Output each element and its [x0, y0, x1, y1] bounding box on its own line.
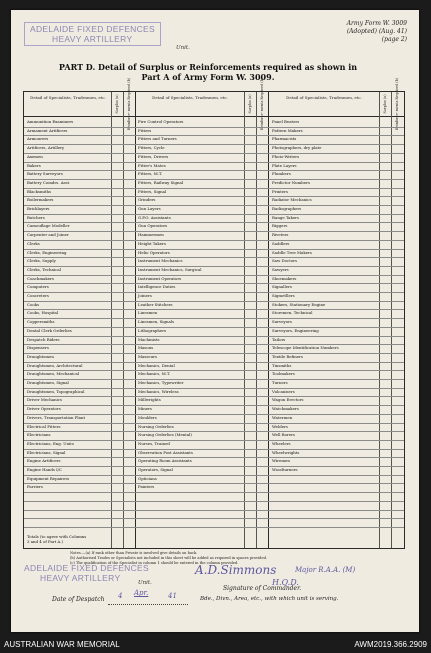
specialist-entry: Telescope Identification Numbers: [272, 345, 339, 351]
specialist-entry: Watchmakers: [272, 406, 299, 412]
bottom-unit-label: Unit.: [138, 580, 152, 586]
specialist-entry: Operators, Signal: [138, 467, 173, 472]
row-line: [24, 501, 404, 502]
specialist-entry: Draughtsmen, Mechanical: [27, 371, 80, 377]
despatch-dotted-line: [108, 604, 188, 605]
specialist-entry: Fire Control Operators: [138, 119, 184, 124]
specialist-entry: Fitters, Railway Signal: [138, 179, 184, 185]
row-line: [24, 405, 404, 406]
specialist-entry: Camouflage Modeller: [27, 223, 70, 229]
specialist-entry: Plumbers: [272, 171, 291, 177]
specialist-entry: Gun Operators: [138, 223, 168, 229]
row-line: [24, 162, 404, 163]
row-line: [24, 144, 404, 145]
specialist-entry: Photographers, dry plate: [272, 145, 322, 151]
specialist-entry: Draughtsmen: [27, 353, 54, 359]
stamp-line-2: HEAVY ARTILLERY: [40, 573, 121, 583]
form-reference: [347, 20, 407, 44]
row-line: [24, 257, 404, 258]
form-ref-line-1: Army Form W. 3009: [346, 20, 407, 27]
row-line: [24, 292, 404, 293]
col-divider: [268, 92, 269, 548]
specialist-entry: Nursing Orderlies: [138, 423, 174, 429]
unit-stamp-bottom: [24, 563, 149, 583]
specialist-entry: Tinsmiths: [272, 362, 292, 368]
row-line: [24, 249, 404, 250]
specialist-entry: Well Borers: [272, 432, 295, 438]
specialist-entry: Wiremen: [272, 458, 290, 464]
row-line: [24, 370, 404, 371]
specialist-entry: Shoemakers: [272, 275, 297, 281]
row-line: [24, 466, 404, 467]
header-surplus-3: Surplus (a): [383, 94, 387, 114]
specialist-entry: Joiners: [138, 293, 152, 298]
specialist-entry: Computers: [27, 284, 49, 290]
specialist-entry: Operating Room Assistants: [138, 458, 192, 464]
specialist-entry: Mechanics, Typewriter: [138, 380, 184, 385]
totals-label: [27, 534, 86, 544]
specialist-entry: Electricians, Eng. Units: [27, 440, 74, 446]
specialist-entry: Bakers: [27, 162, 41, 168]
specialist-entry: Linesmen: [138, 310, 158, 316]
row-line: [24, 440, 404, 441]
row-line: [24, 214, 404, 215]
specialist-entry: Ammunition Examiners: [27, 119, 74, 124]
stamp-line-2: HEAVY ARTILLERY: [52, 34, 133, 44]
specialist-entry: Signallers: [272, 284, 292, 290]
specialist-entry: Wheelwrights: [272, 449, 300, 455]
signature-label: Signature of Commander.: [223, 585, 302, 592]
specialist-entry: Grinders: [138, 197, 156, 203]
note-b: (b) Authorised Trades or Specialists not included in this sheet will be added as required in spaces provided.: [70, 556, 268, 560]
specialist-entry: Pattern Makers: [272, 127, 303, 133]
specialist-entry: Riggers: [272, 223, 288, 229]
row-line: [24, 379, 404, 380]
row-line: [24, 240, 404, 241]
row-line: [24, 518, 404, 519]
specialist-entry: Tailors: [272, 336, 286, 342]
specialist-entry: Fitters, M.T.: [138, 171, 163, 177]
specialist-entry: Clerks, Technical: [27, 266, 61, 272]
row-line: [24, 423, 404, 424]
specialist-entry: Height Takers: [138, 240, 166, 246]
totals-line-2: 3 and 4 of Part A.): [27, 539, 63, 544]
unit-stamp-top: [24, 22, 161, 46]
row-line: [24, 510, 404, 511]
row-line: [24, 318, 404, 319]
row-line: [24, 353, 404, 354]
specialist-entry: Wagon Erectors: [272, 397, 304, 403]
commander-signature: A.D.Simmons: [195, 563, 277, 577]
specialist-entry: Watermen: [272, 414, 293, 420]
specialist-entry: Opticians: [138, 475, 157, 481]
form-ref-line-2: (Adopted) (Aug. 41): [346, 28, 407, 35]
specialist-entry: Riveters: [272, 232, 289, 238]
specialist-entry: Clerks: [27, 240, 40, 246]
col-divider: [244, 92, 245, 548]
specialist-entry: Sigmetllers: [272, 293, 295, 298]
row-line: [24, 127, 404, 128]
specialist-entry: Wheelers: [272, 440, 291, 446]
specialist-entry: Radiator Mechanics: [272, 197, 312, 203]
specialist-entry: Helio Operators: [138, 249, 170, 255]
row-line: [24, 527, 404, 528]
note-c: (c) The qualification of the Specialist in column 1 should be entered in the column provided.: [70, 561, 239, 565]
specialist-entry: Boilermakers: [27, 197, 54, 203]
specialist-entry: Panel Beaters: [272, 119, 300, 124]
specialist-entry: Equipment Repairers: [27, 475, 70, 481]
specialist-entry: Coachmakers: [27, 275, 54, 281]
specialist-entry: Nursing Orderlies (Mental): [138, 432, 192, 438]
specialist-entry: Electrical Fitters: [27, 423, 61, 429]
specialist-entry: Clerks, Engineering: [27, 249, 67, 255]
despatch-day: 4: [118, 592, 123, 600]
header-surplus-2: Surplus (a): [248, 94, 252, 114]
row-line: [24, 396, 404, 397]
stamp-line-1: ADELAIDE FIXED DEFENCES: [30, 24, 155, 34]
specialist-entry: Cooks, Hospital: [27, 310, 59, 316]
specialist-entry: Range Takers: [272, 214, 300, 220]
row-line: [24, 266, 404, 267]
specialist-entry: Welders: [272, 423, 288, 429]
row-line: [24, 431, 404, 432]
specialist-entry: Armourers: [27, 136, 49, 142]
footer-accession-number: AWM2019.366.2909: [354, 640, 427, 649]
specialist-entry: Surveyors: [272, 319, 292, 325]
specialist-entry: Saddle Tree Makers: [272, 249, 312, 255]
specialist-entry: Engine Artificers: [27, 458, 61, 464]
specialist-entry: Millwrights: [138, 397, 161, 403]
bde-label: Bde., Divn., Area, etc., with which unit is serving.: [200, 596, 339, 602]
header-surplus-1: Surplus (a): [115, 94, 119, 114]
specialist-entry: Butchers: [27, 214, 45, 220]
row-line: [24, 222, 404, 223]
specialist-entry: Masons: [138, 345, 154, 351]
row-line: [24, 170, 404, 171]
specialist-entry: Turners: [272, 380, 288, 385]
specialist-entry: Observation Post Assistants: [138, 449, 193, 455]
specialist-entry: Miners: [138, 406, 152, 412]
despatch-label: Date of Despatch: [52, 596, 105, 603]
specialist-entry: Electricians: [27, 432, 51, 438]
specialist-entry: Fitters and Turners: [138, 136, 177, 142]
row-line: [24, 205, 404, 206]
specialist-entry: Instrument Mechanics, Surgical: [138, 266, 202, 272]
specialist-entry: Axemen: [27, 153, 43, 159]
row-line: [24, 275, 404, 276]
title-line-1: PART D. Detail of Surplus or Reinforcements required as shown in: [58, 62, 358, 72]
specialist-entry: Vulcanisers: [272, 388, 295, 394]
specialist-entry: Fitters, Signal: [138, 188, 167, 194]
header-detail-2: Detail of Specialists, Tradesmen, etc.: [152, 95, 228, 100]
specialist-entry: Woodturners: [272, 467, 298, 472]
specialist-entry: Predictor Numbers: [272, 179, 310, 185]
specialist-entry: Fitter's Mates: [138, 162, 166, 168]
row-line: [24, 196, 404, 197]
row-line: [24, 301, 404, 302]
specialist-entry: Surveyors, Engineering: [272, 327, 319, 333]
specialist-entry: Armament Artificers: [27, 127, 68, 133]
col-divider: [256, 92, 257, 548]
specialist-entry: Fitters, Drivers: [138, 153, 169, 159]
row-line: [24, 344, 404, 345]
specialist-entry: Instrument Operators: [138, 275, 182, 281]
specialist-entry: Artificers, Artillery: [27, 145, 65, 151]
commander-rank: Major R.A.A. (M): [295, 566, 356, 574]
row-line: [24, 135, 404, 136]
specialist-entry: Printers: [272, 188, 288, 194]
specialist-entry: Pharmacists: [272, 136, 297, 142]
specialist-entry: Battery Surveyors: [27, 171, 63, 177]
specialist-entry: Farriers: [27, 484, 43, 490]
despatch-year: 41: [168, 592, 177, 600]
specialist-entry: Electricians, Signal: [27, 449, 66, 455]
specialist-entry: Intelligence Duties: [138, 284, 176, 290]
despatch-month: Apr.: [134, 589, 149, 597]
row-line: [24, 309, 404, 310]
form-ref-line-3: (page 2): [381, 36, 407, 43]
specialist-entry: Fitters, Cycle: [138, 145, 165, 151]
header-reinf-3: Reinforce- ments Required (b): [395, 77, 399, 131]
unit-label: Unit.: [176, 45, 190, 51]
archive-footer: [0, 636, 431, 653]
specialist-entry: Machinists: [138, 336, 160, 342]
specialist-entry: Despatch Riders: [27, 336, 60, 342]
header-detail-1: Detail of Specialists, Tradesmen, etc.: [30, 95, 106, 100]
totals-line-1: Totals (to agree with Columns: [27, 534, 87, 539]
specialist-entry: Moulders: [138, 414, 157, 420]
specialist-entry: Mechanics, Wireless: [138, 388, 179, 394]
specialist-entry: Engine Hands I/C: [27, 467, 62, 472]
specialist-entry: Bricklayers: [27, 206, 50, 211]
specialist-entry: Saddlers: [272, 240, 290, 246]
specialist-entry: Concreters: [27, 293, 49, 298]
commander-initials: H.Q.D.: [272, 578, 299, 587]
specialist-entry: Photo-Writers: [272, 153, 300, 159]
footer-institution: AUSTRALIAN WAR MEMORIAL: [4, 640, 120, 649]
specialist-entry: Nurses, Trained: [138, 440, 170, 446]
col-divider: [135, 92, 136, 548]
specialist-entry: Saw Doctors: [272, 258, 297, 264]
col-divider: [111, 92, 112, 548]
specialist-entry: Carpenter and Joiner: [27, 232, 69, 238]
specialist-entry: Leather Stitchers: [138, 301, 173, 307]
specialist-entry: Draughtsmen, Architectural: [27, 362, 83, 368]
note-a: Notes.—(a) If rank other than Private is involved give details on back.: [70, 551, 198, 555]
specialist-entry: G.P.O. Assistants: [138, 214, 171, 220]
col-divider: [379, 92, 380, 548]
specialist-entry: Mechanics, M.T.: [138, 371, 171, 377]
row-line: [24, 483, 404, 484]
header-detail-3: Detail of Specialists, Tradesmen, etc.: [286, 95, 362, 100]
row-line: [24, 179, 404, 180]
specialist-entry: Masseurs: [138, 353, 157, 359]
specialist-entry: Linesmen, Signals: [138, 319, 175, 325]
specialist-entry: Cooks: [27, 301, 40, 307]
col-divider: [391, 92, 392, 548]
specialist-entry: Instrument Mechanics: [138, 258, 183, 264]
specialist-entry: Draughtsmen, Signal: [27, 380, 69, 385]
form-title: [38, 62, 378, 82]
row-line: [24, 457, 404, 458]
specialist-entry: Toolmakers: [272, 371, 295, 377]
specialist-entry: Hammermen: [138, 232, 164, 238]
header-reinf-2: Reinforce- ments Required (b): [260, 77, 264, 131]
row-line: [24, 188, 404, 189]
specialist-entry: Sawyers: [272, 266, 289, 272]
specialist-entry: Textile Refiners: [272, 353, 303, 359]
col-divider: [123, 92, 124, 548]
specialist-entry: Coppersmiths: [27, 319, 55, 325]
specialist-entry: Mechanics, Dental: [138, 362, 175, 368]
row-line: [24, 475, 404, 476]
row-line: [24, 449, 404, 450]
specialist-entry: Gun Layers: [138, 206, 161, 211]
specialist-entry: Lithographers: [138, 327, 167, 333]
specialist-entry: Storemen, Technical: [272, 310, 313, 316]
specialist-entry: Plate Layers: [272, 162, 297, 168]
specialist-entry: Stokers, Stationary Engine: [272, 301, 326, 307]
row-line: [24, 327, 404, 328]
row-line: [24, 231, 404, 232]
title-line-2: Part A of Army Form W. 3009.: [141, 72, 275, 82]
specialist-entry: Fitters: [138, 127, 152, 133]
specialist-entry: Draughtsmen, Topographical: [27, 388, 85, 394]
specialist-entry: Radiographers: [272, 206, 302, 211]
specialist-entry: Dental Clerk Orderlies: [27, 327, 72, 333]
specialist-entry: Driver Operators: [27, 406, 61, 412]
specialist-entry: Clerks, Supply: [27, 258, 56, 264]
specialist-entry: Driver Mechanics: [27, 397, 63, 403]
header-divider: [24, 116, 404, 117]
specialist-entry: Dispensers: [27, 345, 49, 351]
specialist-entry: Battery Comdrs. Asst.: [27, 179, 71, 185]
specialist-entry: Drivers, Transportation Plant: [27, 414, 86, 420]
row-line: [24, 492, 404, 493]
stamp-line-1: ADELAIDE FIXED DEFENCES: [24, 563, 149, 573]
row-line: [24, 283, 404, 284]
row-line: [24, 153, 404, 154]
specialist-entry: Painters: [138, 484, 155, 490]
row-line: [24, 336, 404, 337]
specialist-entry: Blacksmiths: [27, 188, 51, 194]
header-reinf-1: Reinforce- ments Required (b): [127, 77, 131, 131]
